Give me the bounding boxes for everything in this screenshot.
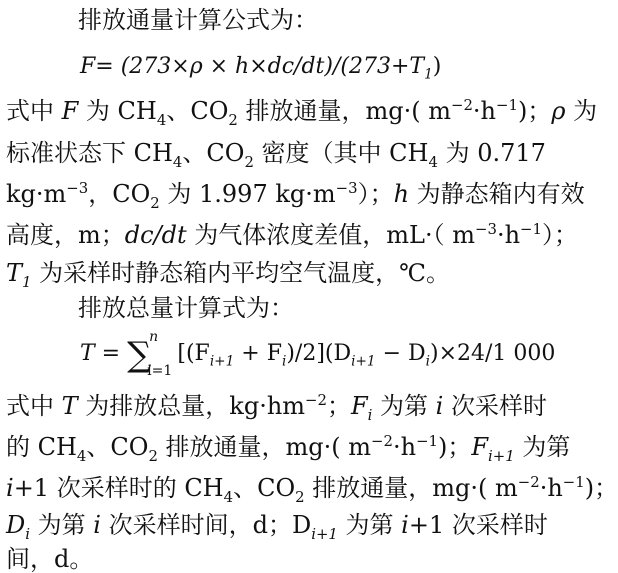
formula-t-sub: 1: [424, 66, 433, 83]
formula-flux: [80, 54, 442, 83]
desc1-line5: $T_1$ 为采样时静态箱内平均空气温度，℃。: [6, 259, 450, 291]
desc2-line4: $D_i$ 为第 i 次采样时间，d；$D_{i+1}$ 为第 i+1 次采样时: [6, 511, 548, 543]
desc1-line1: 式中 F 为 $CH_4$、$CO_2$ 排放通量，mg·( $m^{-2}\cdot h^{-1}$)；ρ 为: [6, 96, 598, 129]
desc2-line2: 的 $CH_4$、$CO_2$ 排放通量，mg·( $m^{-2}\cdot h^{-1}$)；$F_{i+1}$ 为第: [6, 432, 571, 465]
desc2-line1: 式中 T 为排放总量，$kg\cdot hm^{-2}$；$F_i$ 为第 i 次采样时: [6, 391, 547, 424]
heading-flux: 排放通量计算公式为：: [78, 6, 318, 34]
formula-close: ): [432, 54, 442, 79]
sum-symbol: ∑ n i=1: [127, 329, 173, 379]
desc2-line3: i+1 次采样时的 $CH_4$、$CO_2$ 排放通量，mg·( $m^{-2}\cdot h^{-1}$)；: [6, 473, 618, 506]
formula-lhs: F: [80, 54, 96, 79]
heading-total: 排放总量计算式为：: [78, 294, 294, 322]
desc1-line3: $kg\cdot m^{-3}$，$CO_2$ 为 1.997 $kg\cdot m^{-3}$）；h 为静态箱内有效: [6, 179, 585, 212]
formula-total: T = ∑ n i=1 $[(F_{i+1} + F_i)/2](D_{i+1} - D_i)\times 24/1$ 000: [80, 329, 556, 379]
desc1-line2: 标准状态下 $CH_4$、$CO_2$ 密度（其中 $CH_4$ 为 0.717: [6, 139, 546, 171]
desc1-line4: 高度，m；dc/dt 为气体浓度差值，mL·（ $m^{-3}\cdot h^{-1}$）；: [6, 220, 578, 249]
formula-rhs: = (273×ρ × h×dc/dt)/(273+T: [95, 54, 425, 79]
desc2-line5: 间，d。: [6, 545, 94, 573]
